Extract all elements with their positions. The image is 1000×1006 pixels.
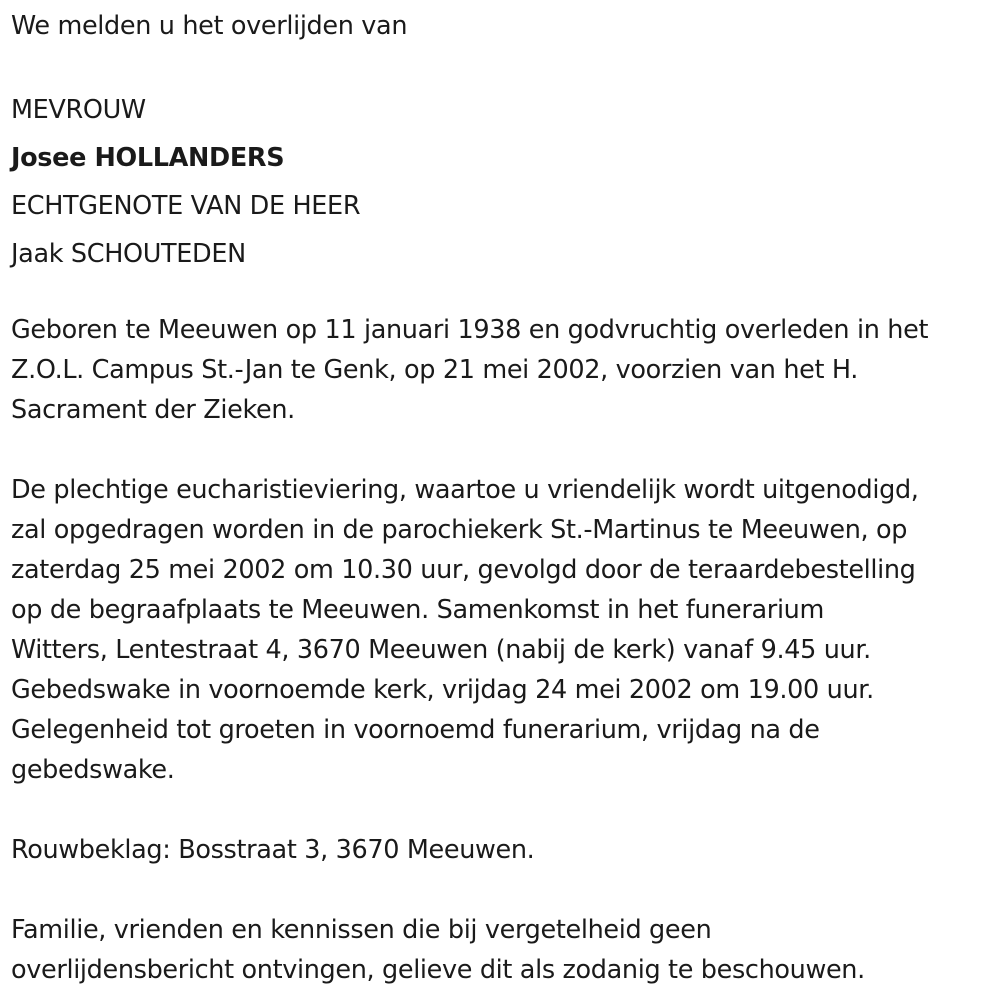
- name-block: [11, 86, 360, 278]
- spouse-name: Jaak SCHOUTEDEN: [11, 239, 246, 269]
- paragraph-line: De plechtige eucharistieviering, waartoe u vriendelijk wordt uitgenodigd,: [11, 475, 919, 505]
- condolence-address: Rouwbeklag: Bosstraat 3, 3670 Meeuwen.: [11, 835, 535, 865]
- paragraph-line: Witters, Lentestraat 4, 3670 Meeuwen (nabij de kerk) vanaf 9.45 uur.: [11, 635, 871, 665]
- birth-death-paragraph: [11, 310, 928, 430]
- paragraph-line: zal opgedragen worden in de parochiekerk St.-Martinus te Meeuwen, op: [11, 515, 908, 545]
- paragraph-line: op de begraafplaats te Meeuwen. Samenkomst in het funerarium: [11, 595, 824, 625]
- condolence-address-block: [11, 830, 534, 870]
- paragraph-line: Gebedswake in voornoemde kerk, vrijdag 24 mei 2002 om 19.00 uur.: [11, 675, 874, 705]
- paragraph-line: Geboren te Meeuwen op 11 januari 1938 en godvruchtig overleden in het: [11, 315, 929, 345]
- deceased-name: Josee HOLLANDERS: [11, 143, 285, 173]
- intro-text-block: [11, 6, 407, 46]
- paragraph-line: Sacrament der Zieken.: [11, 395, 295, 425]
- closing-paragraph: [11, 910, 865, 990]
- relation-line: ECHTGENOTE VAN DE HEER: [11, 191, 361, 221]
- paragraph-line: Z.O.L. Campus St.-Jan te Genk, op 21 mei 2002, voorzien van het H.: [11, 355, 859, 385]
- paragraph-line: gebedswake.: [11, 755, 175, 785]
- paragraph-line: Familie, vrienden en kennissen die bij vergetelheid geen: [11, 915, 712, 945]
- paragraph-line: zaterdag 25 mei 2002 om 10.30 uur, gevolgd door de teraardebestelling: [11, 555, 916, 585]
- ceremony-paragraph: [11, 470, 919, 790]
- paragraph-line: overlijdensbericht ontvingen, gelieve dit als zodanig te beschouwen.: [11, 955, 865, 985]
- honorific-title: MEVROUW: [11, 95, 146, 125]
- intro-line: We melden u het overlijden van: [11, 11, 408, 41]
- paragraph-line: Gelegenheid tot groeten in voornoemd funerarium, vrijdag na de: [11, 715, 820, 745]
